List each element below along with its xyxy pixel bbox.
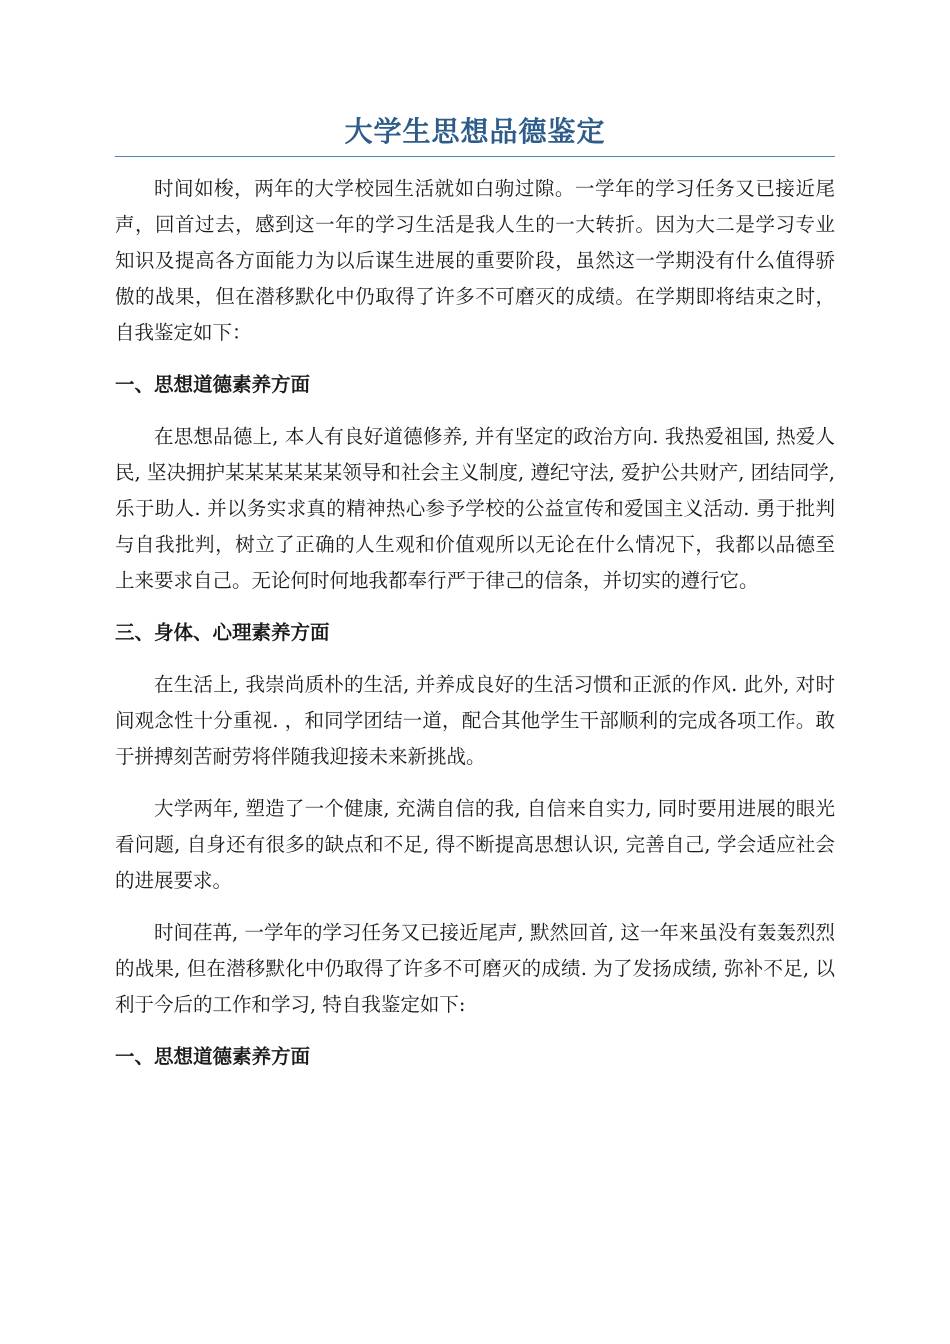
paragraph-life: 在生活上, 我崇尚质朴的生活, 并养成良好的生活习惯和正派的作风. 此外, 对时间观念性十分重视. ，和同学团结一道，配合其他学生干部顺利的完成各项工作。敢于拼搏刻苦耐劳将伴随我迎接未来新挑战。 xyxy=(115,673,835,768)
section-heading-moral-repeat: 一、思想道德素养方面 xyxy=(115,1045,311,1068)
paragraph-time-flies: 时间荏苒, 一学年的学习任务又已接近尾声, 默然回首, 这一年来虽没有轰轰烈烈的战果, 但在潜移默化中仍取得了许多不可磨灭的成绩. 为了发扬成绩, 弥补不足, 以利于今后的工作和学习, 特自我鉴定如下: xyxy=(115,921,835,1016)
section-heading-body-mind: 三、身体、心理素养方面 xyxy=(115,621,330,644)
section-heading-moral: 一、思想道德素养方面 xyxy=(115,373,311,396)
paragraph-two-years: 大学两年, 塑造了一个健康, 充满自信的我, 自信来自实力, 同时要用进展的眼光看问题, 自身还有很多的缺点和不足, 得不断提高思想认识, 完善自己, 学会适应社会的进展要求。 xyxy=(115,797,835,892)
document-page xyxy=(115,110,835,1091)
paragraph-intro: 时间如梭，两年的大学校园生活就如白驹过隙。一学年的学习任务又已接近尾声，回首过去，感到这一年的学习生活是我人生的一大转折。因为大二是学习专业知识及提高各方面能力为以后谋生进展的重要阶段，虽然这一学期没有什么值得骄傲的战果，但在潜移默化中仍取得了许多不可磨灭的成绩。在学期即将结束之时，自我鉴定如下： xyxy=(115,177,835,344)
paragraph-moral: 在思想品德上, 本人有良好道德修养, 并有坚定的政治方向. 我热爱祖国, 热爱人民, 坚决拥护某某某某某某领导和社会主义制度, 遵纪守法, 爱护公共财产, 团结同学, 乐于助人. 并以务实求真的精神热心参予学校的公益宣传和爱国主义活动. 勇于批判与自我批判，树立了正确的人生观和价值观所以无论在什么情况下，我都以品德至上来要求自己。无论何时何地我都奉行严于律己的信条，并切实的遵行它。 xyxy=(115,425,835,592)
document-title: 大学生思想品德鉴定 xyxy=(115,110,835,157)
